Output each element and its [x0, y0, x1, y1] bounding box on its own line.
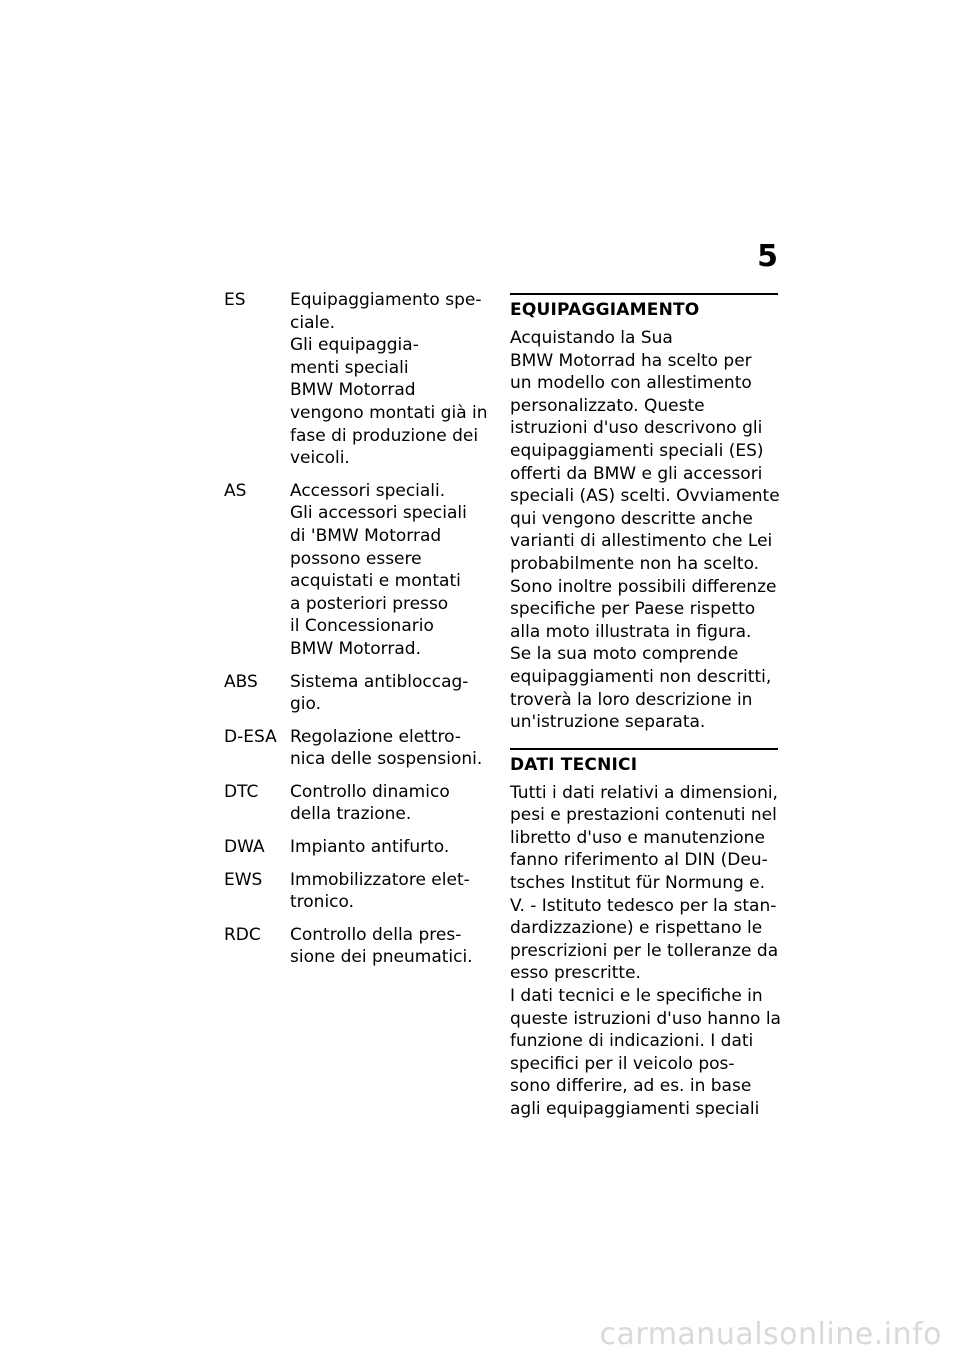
- abbreviation-entry: [224, 726, 492, 771]
- body-line: personalizzato. Queste: [510, 395, 705, 416]
- body-line: libretto d'uso e manutenzione: [510, 827, 765, 848]
- body-line: Se la sua moto comprende: [510, 644, 739, 665]
- abbreviation-description: [290, 869, 492, 914]
- body-line: prescrizioni per le tolleranze da: [510, 940, 779, 961]
- abbreviation-description: [290, 924, 492, 969]
- body-line: tsches Institut für Normung e.: [510, 873, 766, 894]
- description-line: possono essere: [290, 548, 422, 569]
- body-line: Acquistando la Sua: [510, 328, 673, 348]
- body-line: istruzioni d'uso descrivono gli: [510, 418, 763, 439]
- abbreviation-term: ABS: [224, 671, 258, 692]
- body-line: specifiche per Paese rispetto: [510, 599, 756, 620]
- body-line: probabilmente non ha scelto.: [510, 553, 760, 574]
- body-line: qui vengono descritte anche: [510, 508, 753, 529]
- abbreviation-term: EWS: [224, 869, 263, 890]
- body-line: Tutti i dati relativi a dimensioni,: [510, 782, 778, 803]
- description-line: Equipaggiamento spe-: [290, 290, 482, 310]
- watermark: carmanualsonline.info: [599, 1317, 942, 1352]
- abbreviation-term: AS: [224, 480, 247, 501]
- body-line: un modello con allestimento: [510, 373, 752, 394]
- body-line: dardizzazione) e rispettano le: [510, 918, 763, 939]
- section-spacer: [510, 734, 778, 748]
- description-line: Accessori speciali.: [290, 480, 446, 501]
- section-body: [510, 782, 781, 1121]
- body-line: offerti da BMW e gli accessori: [510, 463, 763, 484]
- body-line: funzione di indicazioni. I dati: [510, 1031, 754, 1052]
- description-line: gio.: [290, 694, 322, 715]
- body-line: pesi e prestazioni contenuti nel: [510, 805, 777, 826]
- body-line: Sono inoltre possibili differenze: [510, 576, 777, 597]
- description-line: BMW Motorrad.: [290, 638, 421, 659]
- description-line: acquistati e montati: [290, 571, 461, 592]
- abbreviation-term: ES: [224, 290, 246, 310]
- body-line: equipaggiamenti non descritti,: [510, 666, 772, 687]
- abbreviation-entry: [224, 289, 492, 470]
- body-line: specifici per il veicolo pos-: [510, 1053, 735, 1074]
- abbreviation-entry: [224, 924, 492, 969]
- description-line: di 'BMW Motorrad: [290, 525, 442, 546]
- section-divider: [510, 748, 778, 750]
- body-line: speciali (AS) scelti. Ovviamente: [510, 486, 780, 507]
- description-line: della trazione.: [290, 804, 412, 825]
- body-line: equipaggiamenti speciali (ES): [510, 440, 764, 461]
- abbreviation-description: [290, 836, 492, 859]
- body-line: fanno riferimento al DIN (Deu-: [510, 850, 768, 871]
- body-line: BMW Motorrad ha scelto per: [510, 350, 752, 371]
- abbreviation-entry: [224, 781, 492, 826]
- description-line: Gli accessori speciali: [290, 503, 467, 524]
- description-line: nica delle sospensioni.: [290, 749, 483, 770]
- section-heading: EQUIPAGGIAMENTO: [510, 300, 700, 320]
- body-line: I dati tecnici e le specifiche in: [510, 986, 763, 1007]
- description-line: sione dei pneumatici.: [290, 947, 473, 968]
- abbreviation-entry: [224, 869, 492, 914]
- abbreviation-description: [290, 781, 492, 826]
- abbreviation-term: DTC: [224, 781, 259, 802]
- description-line: vengono montati già in: [290, 402, 488, 423]
- description-line: BMW Motorrad: [290, 380, 416, 401]
- body-line: alla moto illustrata in figura.: [510, 621, 752, 642]
- description-line: Controllo dinamico: [290, 781, 450, 802]
- body-line: V. - Istituto tedesco per la stan-: [510, 895, 777, 916]
- body-line: esso prescritte.: [510, 963, 641, 984]
- body-line: agli equipaggiamenti speciali: [510, 1099, 760, 1119]
- description-line: veicoli.: [290, 448, 350, 469]
- description-line: Controllo della pres-: [290, 924, 462, 945]
- body-line: troverà la loro descrizione in: [510, 689, 753, 710]
- description-line: Gli equipaggia-: [290, 335, 419, 356]
- section-heading: DATI TECNICI: [510, 754, 638, 775]
- description-line: Regolazione elettro-: [290, 726, 461, 747]
- body-line: un'istruzione separata.: [510, 712, 706, 733]
- abbreviation-description: [290, 289, 492, 470]
- description-line: ciale.: [290, 312, 336, 333]
- section-body: [510, 327, 778, 734]
- page-number: 5: [757, 239, 778, 274]
- abbreviation-list: [224, 289, 492, 979]
- description-line: fase di produzione dei: [290, 425, 479, 446]
- description-line: Sistema antibloccag-: [290, 671, 469, 692]
- body-line: queste istruzioni d'uso hanno la: [510, 1008, 781, 1029]
- abbreviation-term: DWA: [224, 837, 265, 858]
- abbreviation-term: RDC: [224, 924, 261, 945]
- abbreviation-description: [290, 671, 492, 716]
- section-divider: [510, 293, 778, 295]
- body-line: varianti di allestimento che Lei: [510, 531, 773, 552]
- abbreviation-term: D-ESA: [224, 726, 277, 747]
- description-line: il Concessionario: [290, 616, 434, 637]
- description-line: menti speciali: [290, 357, 409, 378]
- abbreviation-entry: [224, 671, 492, 716]
- abbreviation-entry: [224, 480, 492, 661]
- description-line: a posteriori presso: [290, 593, 449, 614]
- abbreviation-description: [290, 726, 492, 771]
- description-line: Impianto antifurto.: [290, 837, 450, 858]
- content-sections: [510, 293, 781, 1121]
- body-line: sono differire, ad es. in base: [510, 1076, 752, 1097]
- description-line: Immobilizzatore elet-: [290, 869, 470, 890]
- abbreviation-description: [290, 480, 492, 661]
- description-line: tronico.: [290, 892, 355, 913]
- abbreviation-entry: [224, 836, 492, 859]
